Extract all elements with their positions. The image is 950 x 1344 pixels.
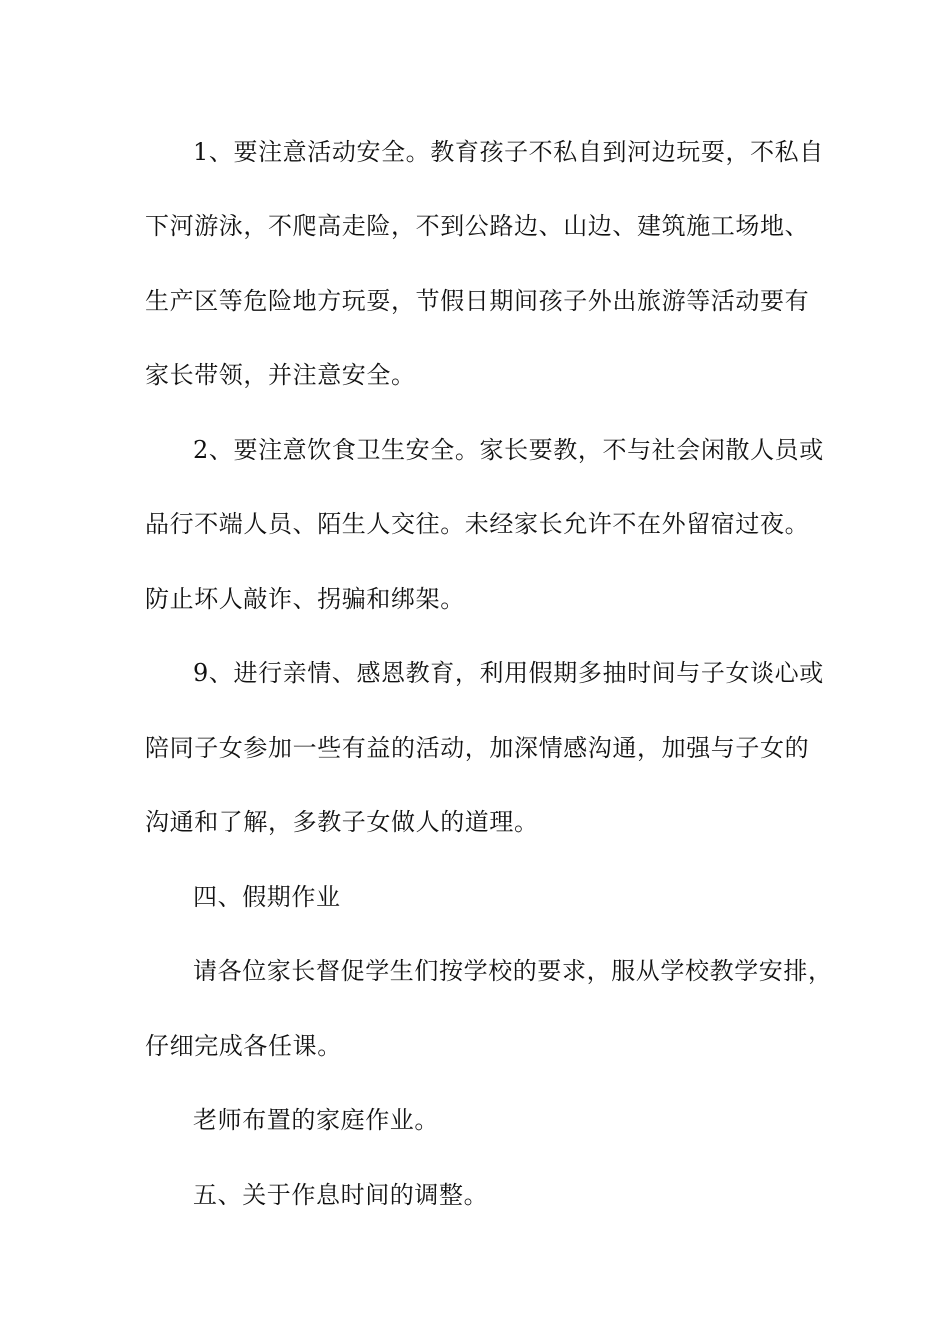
paragraph-2-line-1: 2、要注意饮食卫生安全。家长要教，不与社会闲散人员或 <box>193 436 824 464</box>
paragraph-2-line-2: 品行不端人员、陌生人交往。未经家长允许不在外留宿过夜。 <box>145 510 810 538</box>
paragraph-3-line-1: 9、进行亲情、感恩教育，利用假期多抽时间与子女谈心或 <box>193 659 824 687</box>
paragraph-1-line-3: 生产区等危险地方玩耍，节假日期间孩子外出旅游等活动要有 <box>145 287 810 315</box>
paragraph-4-line-2: 仔细完成各任课。 <box>145 1032 342 1060</box>
paragraph-2-line-3: 防止坏人敲诈、拐骗和绑架。 <box>145 585 465 613</box>
paragraph-1-line-4: 家长带领，并注意安全。 <box>145 361 416 389</box>
section-heading-holiday-homework: 四、假期作业 <box>193 883 341 911</box>
paragraph-5-line-1: 老师布置的家庭作业。 <box>193 1106 439 1134</box>
paragraph-1-line-1: 1、要注意活动安全。教育孩子不私自到河边玩耍，不私自 <box>193 138 824 166</box>
section-heading-schedule-adjustment: 五、关于作息时间的调整。 <box>193 1181 489 1209</box>
paragraph-3-line-3: 沟通和了解，多教子女做人的道理。 <box>145 808 539 836</box>
paragraph-4-line-1: 请各位家长督促学生们按学校的要求，服从学校教学安排， <box>193 957 833 985</box>
paragraph-1-line-2: 下河游泳，不爬高走险，不到公路边、山边、建筑施工场地、 <box>145 212 810 240</box>
paragraph-3-line-2: 陪同子女参加一些有益的活动，加深情感沟通，加强与子女的 <box>145 734 810 762</box>
